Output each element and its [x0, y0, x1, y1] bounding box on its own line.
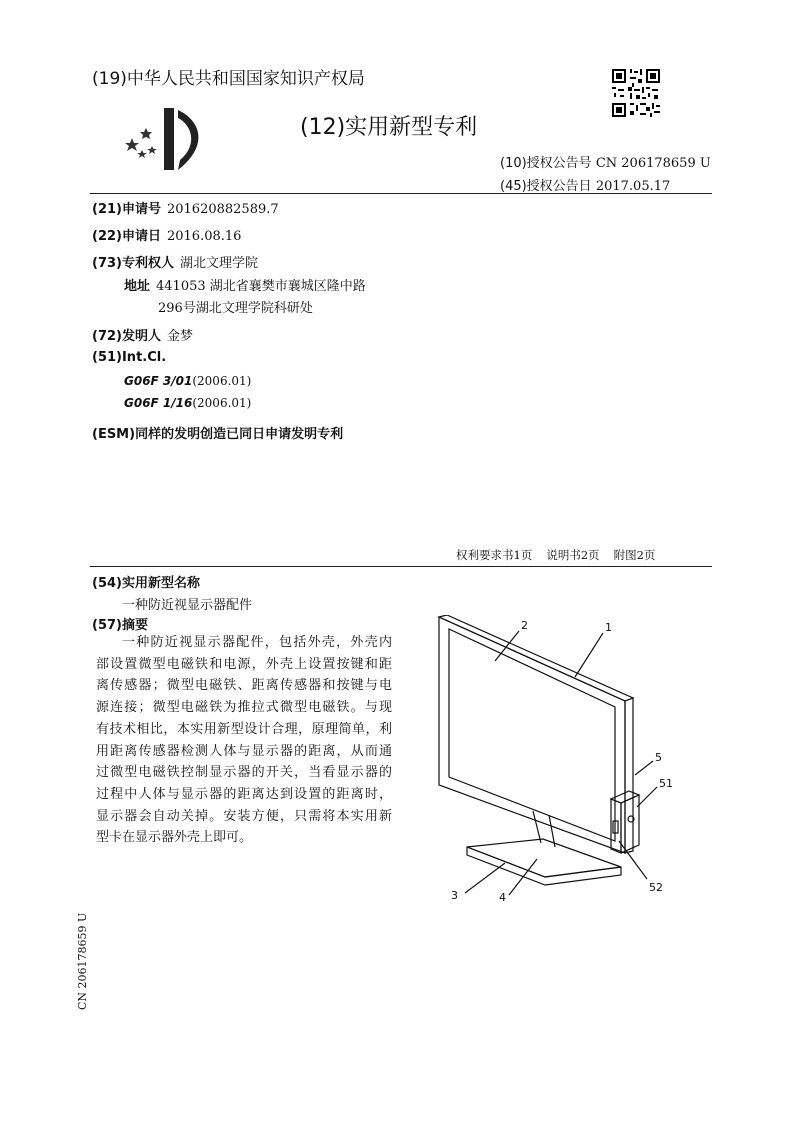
publication-date [500, 175, 670, 194]
publication-date-label: (45)授权公告日 [500, 179, 592, 194]
application-date [92, 225, 241, 244]
ipc-version-1: (2006.01) [192, 374, 252, 388]
ipc-version-2: (2006.01) [192, 396, 252, 410]
utility-title-value: 一种防近视显示器配件 [122, 598, 253, 613]
ipc-code-1: G06F 3/01 [124, 374, 193, 388]
address-line-2: 296号湖北文理学院科研处 [158, 301, 313, 316]
patentee-value: 湖北文理学院 [179, 256, 258, 271]
application-number [92, 198, 279, 217]
application-number-label: (21)申请号 [92, 202, 161, 217]
abstract-line: 显示器会自动关掉。安装方便，只需将本实用新 [96, 808, 392, 824]
intcl [92, 350, 166, 365]
inventor [92, 325, 193, 344]
drawing-label-1: 1 [605, 621, 612, 634]
address [124, 275, 366, 294]
application-date-value: 2016.08.16 [166, 229, 242, 244]
qr-code-icon [610, 67, 662, 119]
claims-pages: 权利要求书1页 [456, 548, 533, 562]
patentee-label: (73)专利权人 [92, 256, 174, 271]
description-pages: 说明书2页 [546, 548, 600, 562]
esm-note [92, 423, 343, 442]
address-label: 地址 [124, 279, 151, 294]
side-publication-number: CN 206178659 U [76, 912, 89, 1010]
drawing-label-2: 2 [521, 619, 528, 632]
authority-name: (19)中华人民共和国国家知识产权局 [92, 69, 365, 89]
abstract-line: 型卡在显示器外壳上即可。 [96, 830, 253, 846]
ipc-entry-2 [124, 396, 251, 410]
esm-note-text: (ESM)同样的发明创造已同日申请发明专利 [92, 427, 344, 442]
abstract-line: 过程中人体与显示器的距离达到设置的距离时， [96, 786, 392, 802]
utility-title-label: (54)实用新型名称 [92, 576, 200, 591]
publication-number [500, 152, 711, 171]
abstract-line: 源连接；微型电磁铁为推拉式微型电磁铁。与现 [96, 700, 392, 716]
drawing-label-52: 52 [649, 881, 663, 894]
section-divider [90, 566, 712, 567]
inventor-label: (72)发明人 [92, 329, 161, 344]
address-line-2-row [158, 297, 313, 316]
application-number-value: 201620882589.7 [166, 202, 279, 217]
publication-number-value: CN 206178659 U [595, 156, 711, 171]
abstract-line: 部设置微型电磁铁和电源，外壳上设置按键和距 [96, 656, 392, 672]
abstract-line: 离传感器；微型电磁铁、距离传感器和按键与电 [96, 678, 392, 694]
ipc-code-2: G06F 1/16 [124, 396, 193, 410]
publication-date-value: 2017.05.17 [595, 179, 671, 194]
inventor-value: 金梦 [166, 329, 193, 344]
abstract-line: 用距离传感器检测人体与显示器的距离，从而通 [96, 743, 392, 759]
drawing-label-51: 51 [659, 777, 673, 790]
ipc-entry-1 [124, 374, 251, 388]
abstract-label: (57)摘要 [92, 618, 148, 633]
drawing-label-3: 3 [451, 889, 458, 902]
drawing-label-4: 4 [499, 891, 506, 904]
address-line-1: 441053 湖北省襄樊市襄城区隆中路 [156, 279, 366, 294]
header-divider [90, 193, 712, 194]
document-type: (12)实用新型专利 [300, 115, 478, 140]
monitor-drawing [425, 615, 695, 915]
publication-number-label: (10)授权公告号 [500, 156, 592, 171]
abstract-body [96, 632, 392, 849]
page-counts [456, 547, 669, 563]
cnipa-logo-icon [120, 100, 220, 180]
drawings-pages: 附图2页 [613, 548, 656, 562]
drawing-label-5: 5 [655, 751, 662, 764]
application-date-label: (22)申请日 [92, 229, 161, 244]
abstract-line: 有技术相比，本实用新型设计合理，原理简单，利 [96, 721, 392, 737]
abstract-line: 一种防近视显示器配件，包括外壳，外壳内 [122, 635, 392, 650]
intcl-label: (51)Int.Cl. [92, 350, 167, 365]
patentee [92, 252, 258, 271]
abstract-line: 过微型电磁铁控制显示器的开关，当看显示器的 [96, 765, 392, 781]
